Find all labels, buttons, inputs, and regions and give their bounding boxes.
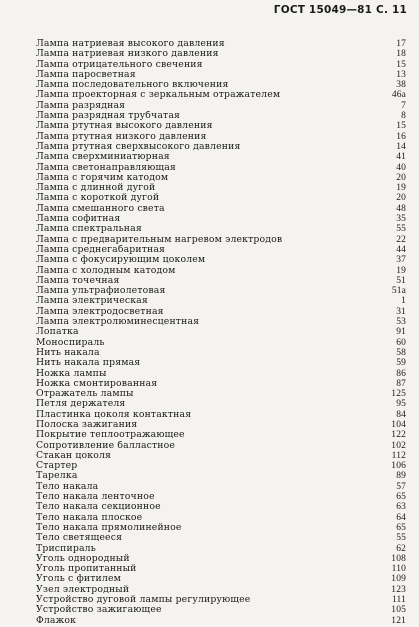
index-page-number: 17	[396, 39, 406, 49]
index-page-number: 46a	[391, 90, 406, 101]
index-page-number: 58	[396, 347, 406, 358]
index-entry	[36, 399, 406, 409]
index-term: Тело накала	[36, 481, 99, 492]
index-page-number: 20	[396, 172, 406, 183]
index-term: Тело накала ленточное	[36, 492, 155, 503]
index-entry	[36, 317, 406, 327]
index-page-number: 121	[391, 615, 406, 626]
index-entry	[36, 245, 406, 255]
index-term: Лампа ртутная высокого давления	[36, 121, 213, 132]
index-page-number: 63	[396, 502, 406, 513]
index-entry	[36, 358, 406, 368]
index-entry	[36, 389, 406, 399]
index-term: Лампа с предварительным нагревом электродов	[36, 234, 283, 245]
index-page-number: 31	[396, 306, 406, 317]
index-page-number: 59	[396, 358, 406, 369]
index-entry	[36, 193, 406, 203]
index-term: Петля держателя	[36, 399, 126, 410]
index-entry	[36, 101, 406, 111]
index-page-number: 22	[396, 234, 406, 245]
index-entry	[36, 595, 406, 605]
index-entry	[36, 60, 406, 70]
index-page-number: 35	[396, 214, 406, 225]
index-entry	[36, 482, 406, 492]
index-entry	[36, 544, 406, 554]
index-entry	[36, 502, 406, 512]
index-entry	[36, 327, 406, 337]
index-page-number: 40	[396, 162, 406, 173]
index-term: Моноспираль	[36, 337, 105, 348]
index-entry	[36, 276, 406, 286]
index-page-number: 53	[396, 317, 406, 328]
index-entry	[36, 296, 406, 306]
index-entry	[36, 616, 406, 626]
index-term: Лампа софитная	[36, 214, 121, 225]
index-entry	[36, 605, 406, 615]
index-page-number: 37	[396, 255, 406, 266]
index-entry	[36, 471, 406, 481]
index-page-number: 16	[396, 131, 406, 142]
index-term: Флажок	[36, 615, 77, 626]
index-term: Триспираль	[36, 543, 96, 554]
index-entry	[36, 461, 406, 471]
index-term: Лампа смешанного света	[36, 203, 165, 214]
index-entry	[36, 173, 406, 183]
index-entry	[36, 585, 406, 595]
page-header: ГОСТ 15049—81 С. 11	[273, 4, 407, 16]
index-term: Лампа среднегабаритная	[36, 244, 166, 255]
index-page-number: 89	[396, 471, 406, 482]
index-page-number: 95	[396, 399, 406, 410]
index-page-number: 106	[391, 461, 406, 472]
index-term: Лампа сверхминиатюрная	[36, 152, 170, 163]
index-term: Лампа с холодным катодом	[36, 265, 176, 276]
index-entry	[36, 564, 406, 574]
index-page-number: 13	[396, 69, 406, 80]
index-page-number: 18	[396, 49, 406, 60]
index-page-number: 87	[396, 378, 406, 389]
index-page-number: 110	[391, 564, 406, 575]
index-page-number: 7	[401, 100, 406, 111]
index-page-number: 51a	[391, 286, 406, 297]
index-page-number: 19	[396, 265, 406, 276]
index-term: Лампа с фокусирующим цоколем	[36, 255, 206, 266]
index-page-number: 1	[401, 296, 406, 307]
index-term: Лампа с короткой дугой	[36, 193, 160, 204]
index-page-number: 51	[396, 275, 406, 286]
index-term: Уголь с фитилем	[36, 574, 121, 585]
index-term: Узел электродный	[36, 584, 130, 595]
index-term: Тело накала прямолинейное	[36, 522, 182, 533]
index-entry	[36, 90, 406, 100]
index-entry	[36, 441, 406, 451]
index-term: Устройство зажигающее	[36, 605, 162, 616]
index-entry	[36, 49, 406, 59]
index-term: Уголь пропитанный	[36, 564, 137, 575]
index-page-number: 60	[396, 337, 406, 348]
index-term: Лампа паросветная	[36, 69, 136, 80]
index-term: Лампа натриевая низкого давления	[36, 49, 219, 60]
index-page-number: 105	[391, 605, 406, 616]
index-page-number: 44	[396, 244, 406, 255]
index-term: Лампа ультрафиолетовая	[36, 286, 166, 297]
index-term: Уголь однородный	[36, 553, 130, 564]
index-page-number: 91	[396, 327, 406, 338]
index-term: Лампа электрическая	[36, 296, 148, 307]
index-entry	[36, 307, 406, 317]
index-entry	[36, 121, 406, 131]
index-entry	[36, 132, 406, 142]
index-term: Лампа разрядная	[36, 100, 126, 111]
index-term: Лампа отрицательного свечения	[36, 59, 203, 70]
index-page-number: 111	[392, 595, 406, 606]
index-page-number: 57	[396, 481, 406, 492]
index-term: Лампа электролюминесцентная	[36, 317, 200, 328]
index-entry	[36, 204, 406, 214]
index-page-number: 15	[396, 59, 406, 70]
index-page-number: 123	[391, 584, 406, 595]
index-entry	[36, 152, 406, 162]
index-page-number: 41	[396, 152, 406, 163]
index-entry	[36, 523, 406, 533]
index-entry	[36, 70, 406, 80]
index-term: Лампа с длинной дугой	[36, 183, 156, 194]
index-term: Ножка смонтированная	[36, 378, 158, 389]
index-term: Сопротивление балластное	[36, 440, 176, 451]
index-entry	[36, 214, 406, 224]
index-term: Лампа с горячим катодом	[36, 172, 169, 183]
index-entry	[36, 410, 406, 420]
index-entry	[36, 286, 406, 296]
index-entry	[36, 420, 406, 430]
index-entry	[36, 554, 406, 564]
index-page-number: 65	[396, 522, 406, 533]
index-term: Тело накала плоское	[36, 512, 143, 523]
index-page-number: 19	[396, 183, 406, 194]
index-entry	[36, 492, 406, 502]
index-term: Лампа электродосветная	[36, 306, 164, 317]
index-entry	[36, 80, 406, 90]
index-page-number: 109	[391, 574, 406, 585]
index-entry	[36, 379, 406, 389]
index-term: Покрытие теплоотражающее	[36, 430, 185, 441]
index-entry	[36, 513, 406, 523]
index-page-number: 122	[391, 430, 406, 441]
index-term: Лампа точечная	[36, 275, 120, 286]
index-page-number: 84	[396, 409, 406, 420]
index-entry	[36, 163, 406, 173]
index-page-number: 112	[391, 450, 406, 461]
index-entry	[36, 533, 406, 543]
index-page-number: 64	[396, 512, 406, 523]
index-term: Пластинка цоколя контактная	[36, 409, 192, 420]
index-page-number: 20	[396, 193, 406, 204]
index-page-number: 125	[391, 389, 406, 400]
index-entry	[36, 338, 406, 348]
index-term: Тело светящееся	[36, 533, 123, 544]
index-entry	[36, 266, 406, 276]
index-term: Лампа разрядная трубчатая	[36, 111, 181, 122]
index-term: Лампа светонаправляющая	[36, 162, 176, 173]
index-page-number: 102	[391, 440, 406, 451]
index-page-number: 8	[401, 111, 406, 122]
index-term: Лампа проекторная с зеркальным отражателем	[36, 90, 281, 101]
index-term: Лопатка	[36, 327, 79, 338]
index-page-number: 55	[396, 224, 406, 235]
index-entry	[36, 348, 406, 358]
index-term: Полоска зажигания	[36, 419, 138, 430]
index-entry	[36, 430, 406, 440]
index-term: Лампа ртутная низкого давления	[36, 131, 207, 142]
index-entry	[36, 235, 406, 245]
index-entry	[36, 451, 406, 461]
index-page-number: 38	[396, 80, 406, 91]
index-page-number: 108	[391, 553, 406, 564]
index-term: Лампа спектральная	[36, 224, 142, 235]
index-page-number: 65	[396, 492, 406, 503]
index-entry	[36, 183, 406, 193]
index-entry	[36, 111, 406, 121]
index-term: Ножка лампы	[36, 368, 107, 379]
index-term: Устройство дуговой лампы регулирующее	[36, 595, 251, 606]
index-term: Стартер	[36, 461, 78, 472]
index-entry	[36, 255, 406, 265]
index-term: Лампа ртутная сверхвысокого давления	[36, 141, 241, 152]
index-page-number: 104	[391, 419, 406, 430]
index-term: Отражатель лампы	[36, 389, 134, 400]
index-term: Тарелка	[36, 471, 78, 482]
index-entry	[36, 369, 406, 379]
index-page-number: 14	[396, 141, 406, 152]
index-term: Лампа натриевая высокого давления	[36, 39, 225, 49]
index-page-number: 86	[396, 368, 406, 379]
index-list	[36, 39, 406, 626]
index-term: Нить накала прямая	[36, 358, 141, 369]
index-entry	[36, 142, 406, 152]
index-term: Лампа последовательного включения	[36, 80, 229, 91]
index-entry	[36, 224, 406, 234]
index-page-number: 15	[396, 121, 406, 132]
index-page-number: 62	[396, 543, 406, 554]
index-page-number: 55	[396, 533, 406, 544]
index-term: Тело накала секционное	[36, 502, 161, 513]
index-term: Нить накала	[36, 347, 100, 358]
index-page-number: 48	[396, 203, 406, 214]
index-entry	[36, 574, 406, 584]
index-term: Стакан цоколя	[36, 450, 112, 461]
index-entry	[36, 39, 406, 49]
